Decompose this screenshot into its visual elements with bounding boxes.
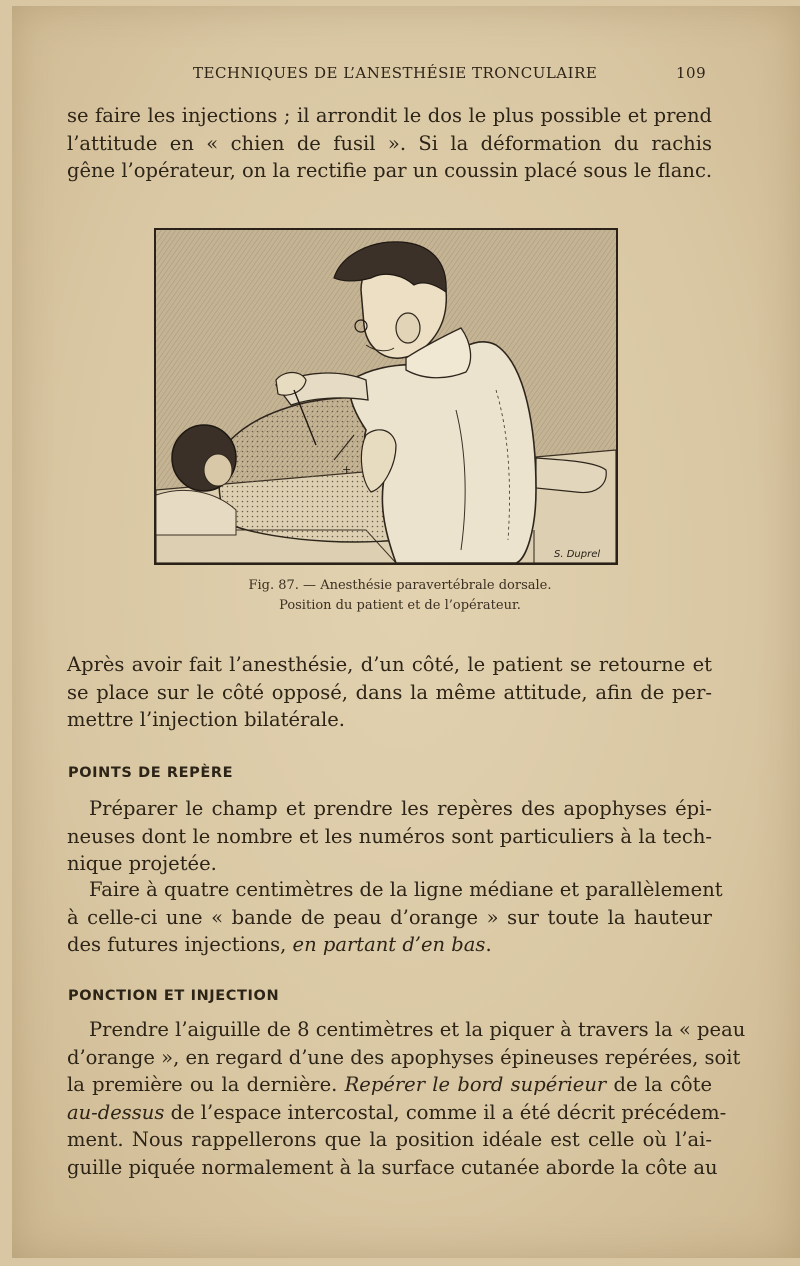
- text-line: [67, 1071, 712, 1099]
- text-line: se place sur le côté opposé, dans la même attitude, afin de per-: [67, 680, 712, 704]
- text-line: mettre l’injection bilatérale.: [67, 708, 345, 731]
- svg-text:+: +: [342, 463, 352, 476]
- text-plain: de l’espace intercostal, comme il a été décrit précédem-: [164, 1100, 727, 1124]
- paragraph-ponction: [67, 1016, 746, 1181]
- text-plain: des futures injections,: [67, 933, 293, 956]
- text-line: gêne l’opérateur, on la rectifie par un coussin placé sous le flanc.: [67, 159, 713, 182]
- text-line: Préparer le champ et prendre les repères des apophyses épi-: [89, 797, 712, 820]
- running-title: TECHNIQUES DE L’ANESTHÉSIE TRONCULAIRE: [193, 64, 598, 82]
- paragraph-points-1: [67, 795, 712, 878]
- text-plain: .: [485, 933, 492, 956]
- page-number: 109: [676, 64, 707, 82]
- text-line: guille piquée normalement à la surface cutanée aborde la côte au: [67, 1155, 718, 1179]
- section-heading-points-de-repere: POINTS DE REPÈRE: [68, 765, 234, 781]
- figure-caption-line1: Fig. 87. — Anesthésie paravertébrale dorsale.: [248, 578, 552, 593]
- text-italic: au-dessus: [67, 1100, 165, 1124]
- text-line: l’attitude en « chien de fusil ». Si la déformation du rachis: [67, 131, 712, 155]
- text-line: [67, 931, 712, 959]
- text-line: ment. Nous rappellerons que la position idéale est celle où l’ai-: [67, 1128, 712, 1151]
- text-line: se faire les injections ; il arrondit le dos le plus possible et prend: [67, 104, 712, 127]
- section-heading-ponction-injection: PONCTION ET INJECTION: [68, 988, 280, 1004]
- text-line: [67, 1099, 727, 1127]
- text-italic: en partant d’en bas: [292, 933, 486, 956]
- paragraph-intro: [67, 102, 712, 185]
- text-line: à celle-ci une « bande de peau d’orange » sur toute la hauteur: [67, 905, 712, 929]
- text-plain: de la côte: [606, 1073, 712, 1096]
- text-plain: la première ou la dernière.: [67, 1073, 345, 1096]
- text-line: Faire à quatre centimètres de la ligne médiane et parallèlement: [89, 878, 723, 901]
- text-line: Après avoir fait l’anesthésie, d’un côté, le patient se retourne et: [67, 653, 712, 676]
- text-line: nique projetée.: [67, 852, 217, 875]
- text-line: neuses dont le nombre et les numéros sont particuliers à la tech-: [67, 824, 712, 848]
- paragraph-after-figure: [67, 651, 712, 734]
- paragraph-points-2: [67, 876, 723, 959]
- text-line: Prendre l’aiguille de 8 centimètres et la piquer à travers la « peau: [89, 1018, 746, 1041]
- figure-illustration: [154, 228, 618, 565]
- engraving-image: [156, 230, 616, 563]
- figure-caption-line2: Position du patient et de l’opérateur.: [279, 598, 521, 613]
- text-italic: Repérer le bord supérieur: [344, 1073, 607, 1096]
- text-line: d’orange », en regard d’une des apophyses épineuses repérées, soit: [67, 1045, 741, 1069]
- artist-signature: S. Duprel: [554, 549, 601, 560]
